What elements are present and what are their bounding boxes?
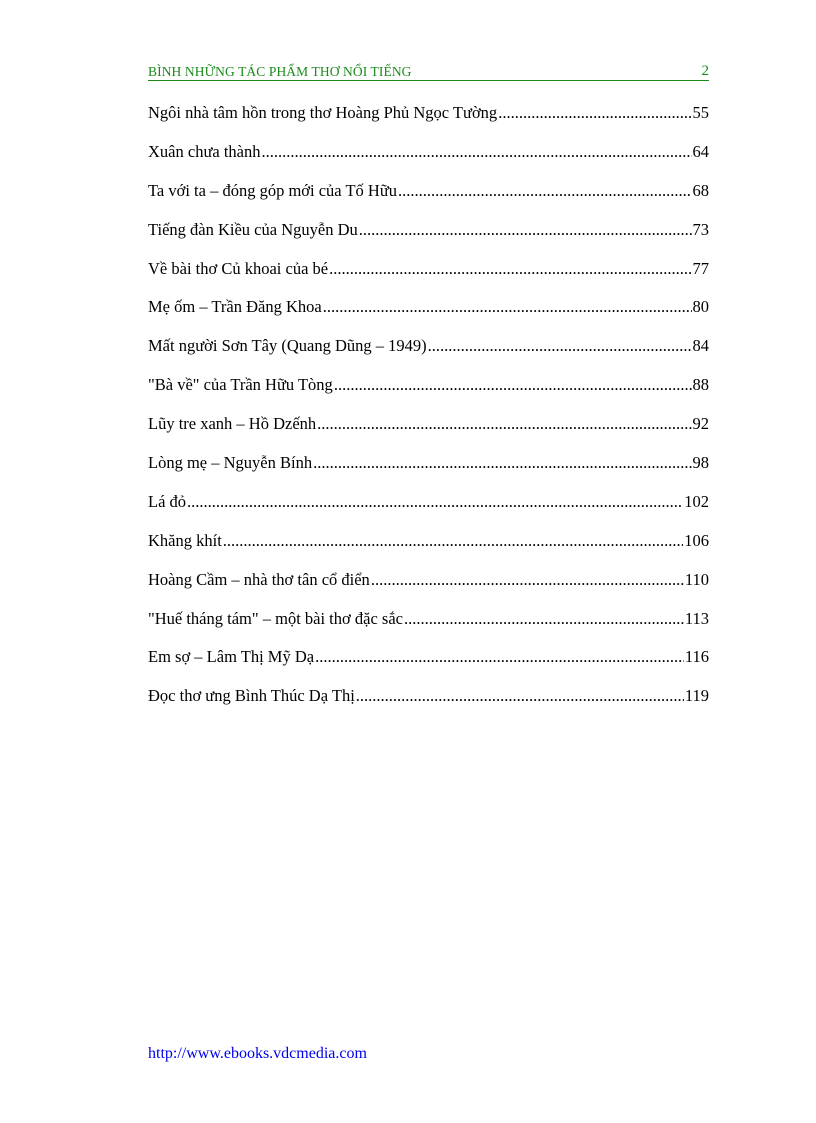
toc-entry-page: 68 [692, 180, 709, 200]
toc-entry[interactable] [148, 139, 709, 178]
toc-dot-leader [404, 606, 684, 632]
toc-dot-leader [262, 139, 692, 165]
toc-dot-leader [334, 372, 692, 398]
toc-entry[interactable] [148, 644, 709, 683]
toc-dot-leader [356, 683, 684, 709]
toc-dot-leader [223, 528, 683, 554]
toc-entry-page: 55 [692, 103, 709, 122]
toc-entry-title: Ta với ta – đóng góp mới của Tố Hữu [148, 180, 398, 200]
toc-dot-leader [323, 294, 692, 320]
toc-entry-page: 113 [684, 608, 709, 628]
toc-entry[interactable] [148, 100, 709, 139]
toc-entry-page: 116 [684, 647, 709, 667]
toc-entry-page: 64 [692, 141, 709, 161]
toc-entry-title: Về bài thơ Củ khoai của bé [148, 258, 329, 278]
toc-dot-leader [359, 217, 692, 243]
toc-dot-leader [313, 450, 691, 476]
toc-entry[interactable] [148, 256, 709, 295]
toc-dot-leader [315, 644, 684, 670]
toc-dot-leader [371, 567, 684, 593]
toc-entry-title: Hoàng Cầm – nhà thơ tân cổ điển [148, 569, 370, 589]
header-page-number: 2 [701, 63, 709, 79]
toc-entry-page: 110 [684, 569, 709, 589]
toc-entry-page: 80 [692, 297, 709, 317]
toc-entry-title: Tiếng đàn Kiều của Nguyễn Du [148, 219, 358, 239]
toc-entry-page: 88 [692, 375, 709, 395]
toc-entry[interactable] [148, 606, 709, 645]
toc-dot-leader [428, 333, 692, 359]
toc-entry-title: "Bà về" của Trần Hữu Tòng [148, 375, 333, 395]
toc-entry[interactable] [148, 450, 709, 489]
toc-entry-title: Mẹ ốm – Trần Đăng Khoa [148, 297, 322, 317]
toc-entry[interactable] [148, 372, 709, 411]
toc-entry-page: 73 [692, 219, 709, 239]
toc-dot-leader [498, 100, 691, 126]
toc-entry-page: 92 [692, 414, 709, 434]
table-of-contents [148, 100, 709, 722]
toc-entry-title: Lũy tre xanh – Hồ Dzếnh [148, 414, 317, 434]
toc-entry-title: Lòng mẹ – Nguyễn Bính [148, 453, 313, 473]
toc-entry-title: "Huế tháng tám" – một bài thơ đặc sắc [148, 608, 403, 628]
toc-entry-title: Mất người Sơn Tây (Quang Dũng – 1949) [148, 336, 427, 356]
header-title: BÌNH NHỮNG TÁC PHẨM THƠ NỔI TIẾNG [148, 64, 412, 79]
toc-entry-title: Khăng khít [148, 530, 222, 550]
footer-url-link[interactable]: http://www.ebooks.vdcmedia.com [148, 1045, 367, 1062]
toc-entry-page: 98 [692, 453, 709, 473]
toc-dot-leader [187, 489, 683, 515]
toc-entry-title: Xuân chưa thành [148, 141, 261, 161]
toc-entry-page: 102 [684, 491, 709, 511]
toc-entry-title: Ngôi nhà tâm hồn trong thơ Hoàng Phủ Ngọc Tường [148, 103, 498, 122]
toc-entry-title: Em sợ – Lâm Thị Mỹ Dạ [148, 647, 315, 667]
toc-entry-title: Đọc thơ ưng Bình Thúc Dạ Thị [148, 686, 355, 706]
running-header [148, 62, 709, 81]
toc-dot-leader [329, 256, 691, 282]
toc-entry[interactable] [148, 567, 709, 606]
toc-dot-leader [317, 411, 691, 437]
toc-entry-page: 77 [692, 258, 709, 278]
toc-entry-page: 106 [684, 530, 709, 550]
toc-entry-page: 84 [692, 336, 709, 356]
toc-entry-title: Lá đỏ [148, 491, 187, 511]
toc-entry[interactable] [148, 178, 709, 217]
toc-entry[interactable] [148, 489, 709, 528]
toc-entry[interactable] [148, 333, 709, 372]
toc-entry[interactable] [148, 294, 709, 333]
toc-entry[interactable] [148, 411, 709, 450]
toc-dot-leader [398, 178, 691, 204]
toc-entry[interactable] [148, 683, 709, 722]
toc-entry[interactable] [148, 528, 709, 567]
toc-entry-page: 119 [684, 686, 709, 706]
toc-entry[interactable] [148, 217, 709, 256]
